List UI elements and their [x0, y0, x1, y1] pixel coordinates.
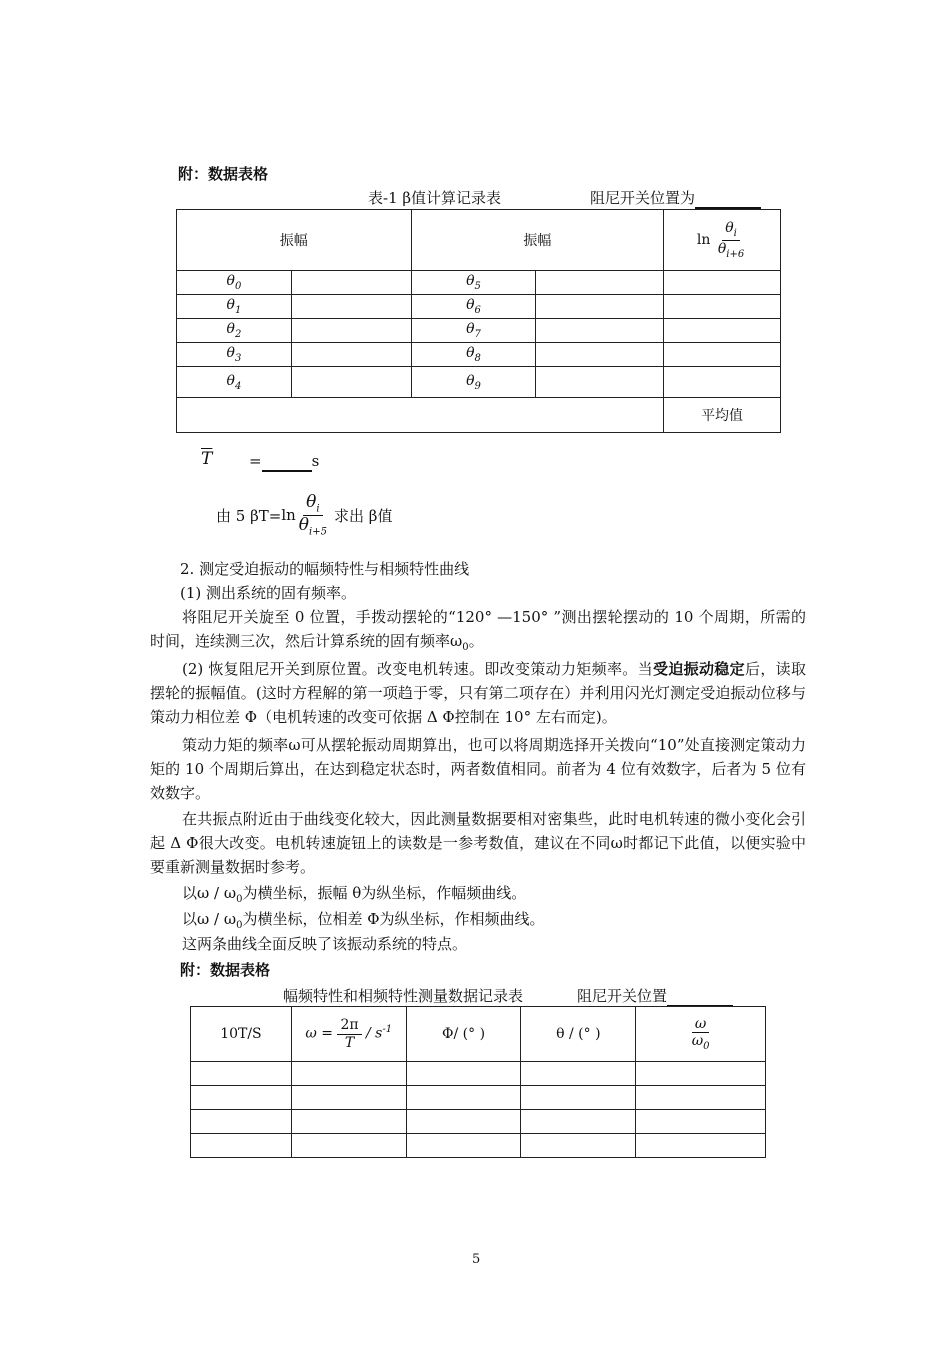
paragraph-step-2: (2) 恢复阻尼开关到原位置。改变电机转速。即改变策动力矩频率。当受迫振动稳定后，读取摆轮的振幅值。(这时方程解的第一项趋于零，只有第二项存在）并利用闪光灯测定受迫振动位移与策动力相位差 Φ（电机转速的改变可依据 Δ Φ控制在 10° 左右而定)。 — [150, 660, 806, 726]
header-phase: Φ/ (° ) — [406, 1007, 521, 1062]
header-10t: 10T/S — [191, 1007, 292, 1062]
appendix-heading: 附：数据表格 — [178, 165, 269, 183]
table-row — [177, 343, 781, 367]
table-row — [177, 271, 781, 295]
page-number: 5 — [472, 1252, 481, 1267]
theta-label: $\theta_1$ — [177, 295, 292, 319]
period-mean-value: = s — [249, 452, 320, 470]
value-cell — [291, 319, 411, 343]
theta-label: $\theta_6$ — [411, 295, 536, 319]
amplitude-header-right: 振幅 — [411, 210, 664, 271]
beta-formula: 由 5 βT= ln $\frac{\theta_i}{\theta_{i+5}}$ 求出 β值 — [216, 492, 393, 538]
ln-value-cell — [664, 319, 781, 343]
value-cell — [536, 319, 664, 343]
value-cell — [536, 367, 664, 398]
header-omega-ratio: $\frac{\omega}{\omega_0}$ — [636, 1007, 766, 1062]
theta-label: $\theta_2$ — [177, 319, 292, 343]
value-cell — [536, 343, 664, 367]
frequency-response-table — [190, 1006, 766, 1158]
amplitude-header-left: 振幅 — [177, 210, 412, 271]
header-omega: ω = $\frac{2\pi}{T}$ / $s^{-1}$ — [291, 1007, 406, 1062]
value-cell — [291, 295, 411, 319]
average-blank — [177, 398, 664, 433]
paragraph-natural-frequency: 将阻尼开关旋至 0 位置，手拨动摆轮的“120° —150° ”测出摆轮摆动的 10 个周期，所需的时间，连续测三次，然后计算系统的固有频率$\omega_0$。 — [150, 608, 806, 653]
value-cell — [291, 343, 411, 367]
theta-label: $\theta_3$ — [177, 343, 292, 367]
table-row — [191, 1062, 766, 1086]
damping-position-label: 阻尼开关位置为 — [590, 187, 761, 209]
value-cell — [291, 271, 411, 295]
table-row — [191, 1110, 766, 1134]
paragraph-summary: 这两条曲线全面反映了该振动系统的特点。 — [182, 935, 468, 953]
table-row — [177, 319, 781, 343]
ln-value-cell — [664, 295, 781, 319]
table2-title: 幅频特性和相频特性测量数据记录表 — [283, 987, 524, 1005]
paragraph-resonance: 在共振点附近由于曲线变化较大，因此测量数据要相对密集些，此时电机转速的微小变化会引起 Δ Φ很大改变。电机转速旋钮上的读数是一参考数值，建议在不同ω时都记下此值，以便实验中要重新测量数据时参考。 — [150, 810, 806, 876]
ln-ratio-header: ln $\frac{\theta_i}{\theta_{i+6}}$ — [664, 210, 781, 271]
theta-label: $\theta_0$ — [177, 271, 292, 295]
paragraph-phase-curve: 以ω / $\omega_0$为横坐标，位相差 Φ为纵坐标，作相频曲线。 — [182, 910, 545, 931]
ln-value-cell — [664, 343, 781, 367]
step-1: (1) 测出系统的固有频率。 — [180, 584, 357, 602]
value-cell — [536, 271, 664, 295]
ln-value-cell — [664, 367, 781, 398]
average-label: 平均值 — [664, 398, 781, 433]
section-title: 2. 测定受迫振动的幅频特性与相频特性曲线 — [180, 560, 470, 578]
beta-table — [176, 209, 781, 433]
damping-position-label-2: 阻尼开关位置 — [577, 985, 733, 1007]
header-amplitude: θ / (° ) — [521, 1007, 636, 1062]
theta-label: $\theta_4$ — [177, 367, 292, 398]
theta-label: $\theta_8$ — [411, 343, 536, 367]
paragraph-driving-frequency: 策动力矩的频率ω可从摆轮振动周期算出，也可以将周期选择开关拨向“10”处直接测定策动力矩的 10 个周期后算出，在达到稳定状态时，两者数值相同。前者为 4 位有效数字，后者为 5 位有效数字。 — [150, 736, 806, 802]
table-row — [191, 1086, 766, 1110]
value-cell — [536, 295, 664, 319]
theta-label: $\theta_9$ — [411, 367, 536, 398]
value-cell — [291, 367, 411, 398]
period-mean-symbol: $\overline{T}$ — [201, 449, 213, 469]
table-row — [177, 295, 781, 319]
table1-title: 表-1 β值计算记录表 — [368, 189, 502, 207]
theta-label: $\theta_7$ — [411, 319, 536, 343]
ln-value-cell — [664, 271, 781, 295]
table-row — [177, 367, 781, 398]
paragraph-amplitude-curve: 以ω / $\omega_0$为横坐标，振幅 θ为纵坐标，作幅频曲线。 — [182, 884, 527, 905]
table-row — [191, 1134, 766, 1158]
appendix-heading-2: 附：数据表格 — [180, 961, 271, 979]
average-row — [177, 398, 781, 433]
theta-label: $\theta_5$ — [411, 271, 536, 295]
